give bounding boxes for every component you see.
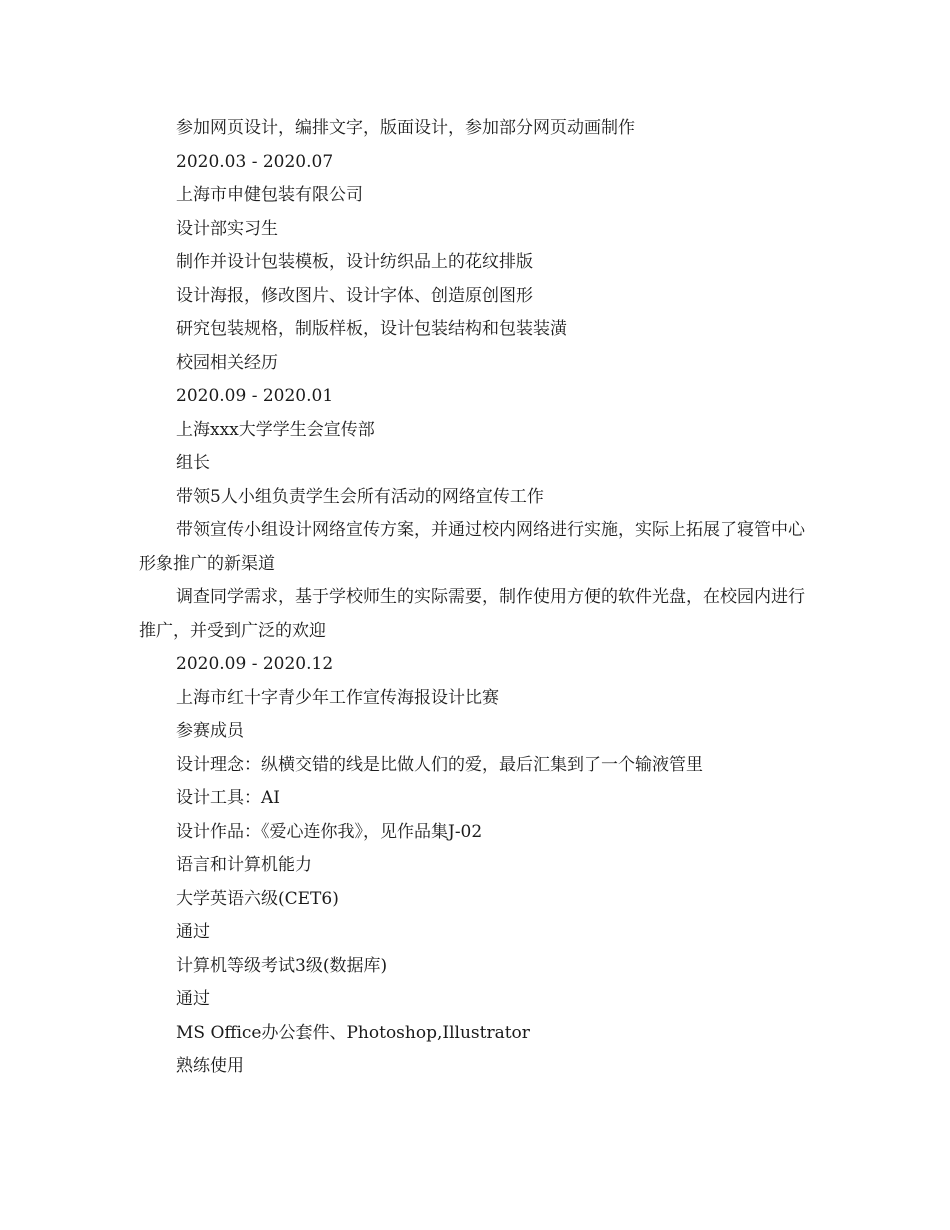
campus-duty-1: 带领5人小组负责学生会所有活动的网络宣传工作 [176, 486, 544, 507]
duty-line-3: 研究包装规格，制版样板，设计包装结构和包装装潢 [176, 319, 567, 339]
text-line-1: 参加网页设计，编排文字，版面设计，参加部分网页动画制作 [176, 118, 635, 138]
design-work: 设计作品：《爱心连你我》，见作品集J-02 [176, 821, 483, 842]
skill-cet6-status: 通过 [176, 922, 210, 942]
competition-role: 参赛成员 [176, 721, 244, 741]
section-heading-skills: 语言和计算机能力 [176, 855, 312, 875]
role-title: 组长 [176, 453, 210, 473]
skill-software-status: 熟练使用 [176, 1056, 244, 1076]
date-range-2: 2020.09 - 2020.01 [176, 386, 334, 406]
skill-computer-exam: 计算机等级考试3级(数据库) [176, 955, 388, 976]
document-body [139, 112, 819, 1084]
job-title: 设计部实习生 [176, 218, 278, 239]
organization-name: 上海xxx大学学生会宣传部 [176, 419, 375, 440]
date-range-1: 2020.03 - 2020.07 [176, 151, 334, 172]
campus-duty-2: 带领宣传小组设计网络宣传方案，并通过校内网络进行实施，实际上拓展了寝管中心形象推广的新渠道 [139, 520, 805, 574]
design-tool: 设计工具：AI [176, 788, 280, 808]
design-concept: 设计理念：纵横交错的线是比做人们的爱，最后汇集到了一个输液管里 [176, 754, 703, 775]
duty-line-1: 制作并设计包装模板，设计纺织品上的花纹排版 [176, 252, 533, 272]
date-range-3: 2020.09 - 2020.12 [176, 654, 334, 674]
section-heading-campus: 校园相关经历 [176, 352, 278, 373]
skill-software: MS Office办公套件、Photoshop,Illustrator [176, 1022, 530, 1043]
skill-cet6: 大学英语六级(CET6) [176, 888, 339, 909]
campus-duty-3: 调查同学需求，基于学校师生的实际需要，制作使用方便的软件光盘，在校园内进行推广，并受到广泛的欢迎 [139, 587, 805, 641]
competition-name: 上海市红十字青少年工作宣传海报设计比赛 [176, 687, 499, 708]
skill-computer-exam-status: 通过 [176, 989, 210, 1009]
duty-line-2: 设计海报，修改图片、设计字体、创造原创图形 [176, 285, 533, 306]
company-name: 上海市申健包装有限公司 [176, 185, 363, 205]
